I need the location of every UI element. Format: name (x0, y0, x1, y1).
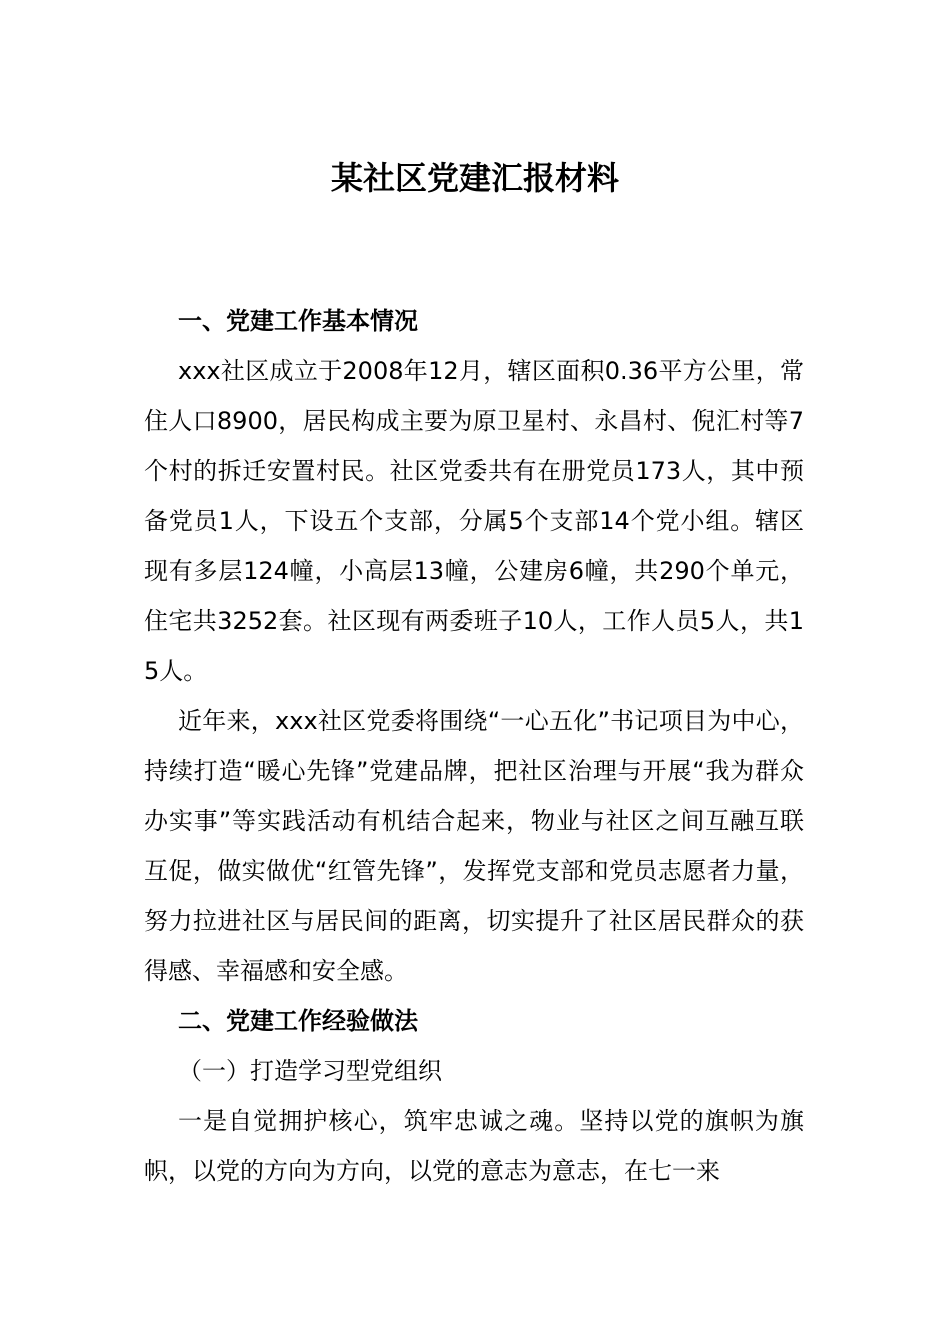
document-body (144, 296, 804, 1196)
document-title: 某社区党建汇报材料 (330, 159, 619, 197)
section-heading-1: 一、党建工作基本情况 (178, 307, 418, 335)
section-heading-2: 二、党建工作经验做法 (178, 1007, 418, 1035)
paragraph-core-loyalty: 一是自觉拥护核心，筑牢忠诚之魂。坚持以党的旗帜为旗帜，以党的方向为方向，以党的意志为意志，在七一来 (144, 1107, 804, 1185)
subsection-heading-1: （一）打造学习型党组织 (178, 1057, 442, 1085)
paragraph-recent-years: 近年来，xxx社区党委将围绕“一心五化”书记项目为中心，持续打造“暖心先锋”党建品牌，把社区治理与开展“我为群众办实事”等实践活动有机结合起来，物业与社区之间互融互联互促，做实做优“红管先锋”，发挥党支部和党员志愿者力量，努力拉进社区与居民间的距离，切实提升了社区居民群众的获得感、幸福感和安全感。 (144, 707, 804, 985)
paragraph-basic-info: xxx社区成立于2008年12月，辖区面积0.36平方公里，常住人口8900，居民构成主要为原卫星村、永昌村、倪汇村等7个村的拆迁安置村民。社区党委共有在册党员173人，其中预备党员1人，下设五个支部，分属5个支部14个党小组。辖区现有多层124幢，小高层13幢，公建房6幢，共290个单元，住宅共3252套。社区现有两委班子10人，工作人员5人，共15人。 (144, 357, 804, 685)
